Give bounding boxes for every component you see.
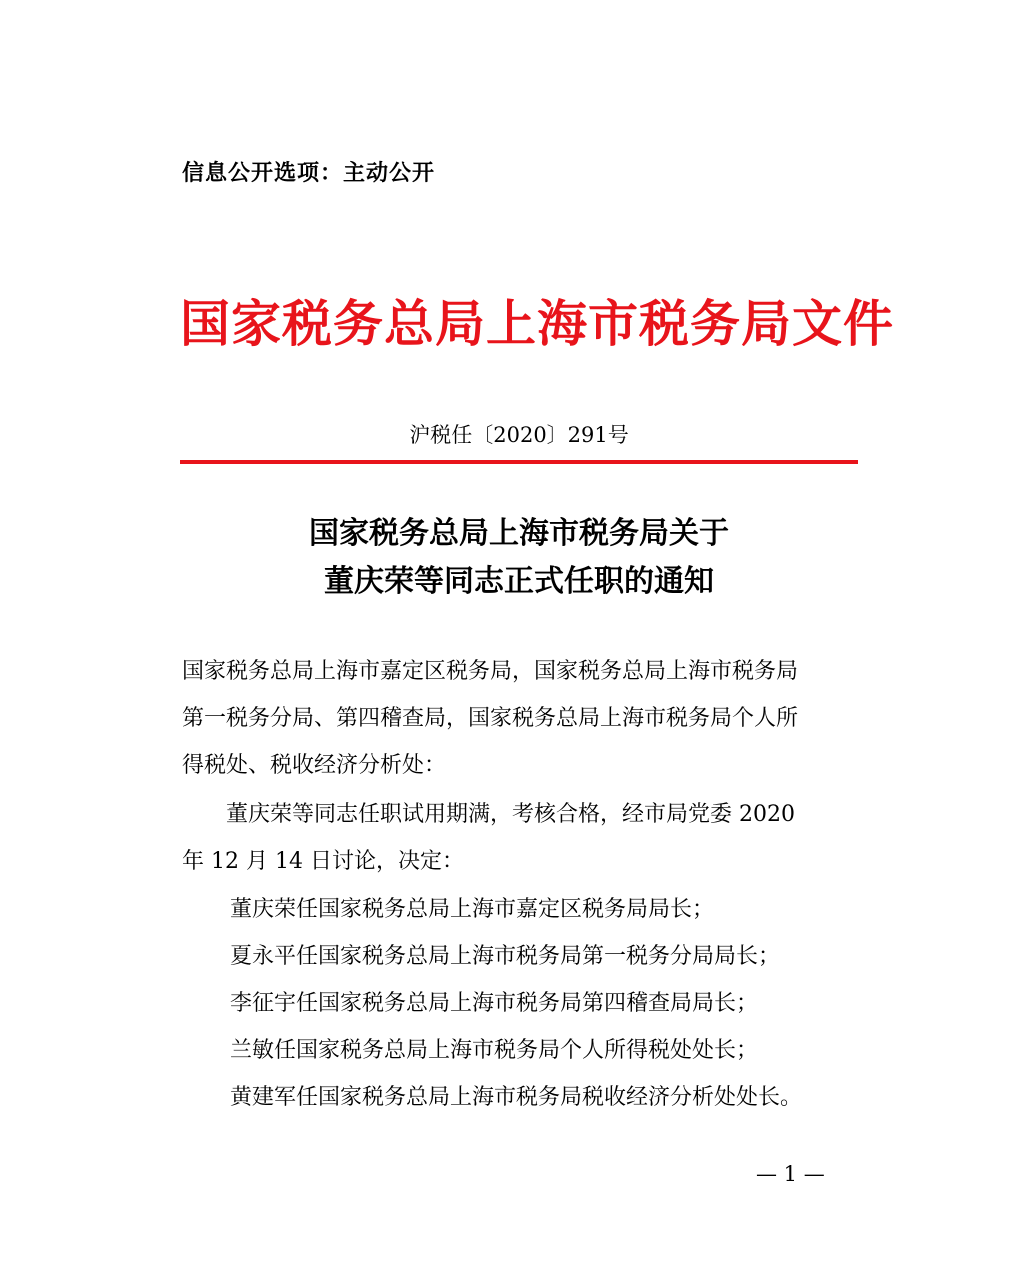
decision-line-2: 年 12 月 14 日讨论，决定： bbox=[182, 849, 464, 874]
recipients-line-2: 第一税务分局、第四稽查局，国家税务总局上海市税务局个人所 bbox=[182, 706, 799, 731]
red-divider-line bbox=[180, 460, 858, 464]
appointment-item: 董庆荣任国家税务总局上海市嘉定区税务局局长； bbox=[230, 897, 715, 922]
notice-title-line-2: 董庆荣等同志正式任职的通知 bbox=[324, 564, 714, 599]
disclosure-option: 信息公开选项：主动公开 bbox=[182, 161, 436, 186]
decision-paragraph bbox=[182, 791, 858, 885]
recipients-paragraph bbox=[182, 648, 858, 789]
appointment-list bbox=[230, 886, 802, 1121]
notice-title-line-1: 国家税务总局上海市税务局关于 bbox=[309, 516, 729, 551]
page-number: — 1 — bbox=[756, 1162, 825, 1186]
recipients-line-3: 得税处、税收经济分析处： bbox=[182, 753, 447, 778]
appointment-item: 黄建军任国家税务总局上海市税务局税收经济分析处处长。 bbox=[230, 1085, 803, 1110]
decision-line-1: 董庆荣等同志任职试用期满，考核合格，经市局党委 2020 bbox=[226, 802, 795, 827]
appointment-item: 李征宇任国家税务总局上海市税务局第四稽查局局长； bbox=[230, 991, 759, 1016]
appointment-item: 夏永平任国家税务总局上海市税务局第一税务分局局长； bbox=[230, 944, 781, 969]
document-number: 沪税任〔2020〕291号 bbox=[409, 423, 629, 447]
appointment-item: 兰敏任国家税务总局上海市税务局个人所得税处处长； bbox=[230, 1038, 759, 1063]
document-masthead: 国家税务总局上海市税务局文件 bbox=[180, 294, 894, 353]
recipients-line-1: 国家税务总局上海市嘉定区税务局，国家税务总局上海市税务局 bbox=[182, 659, 799, 684]
notice-title bbox=[180, 510, 858, 606]
